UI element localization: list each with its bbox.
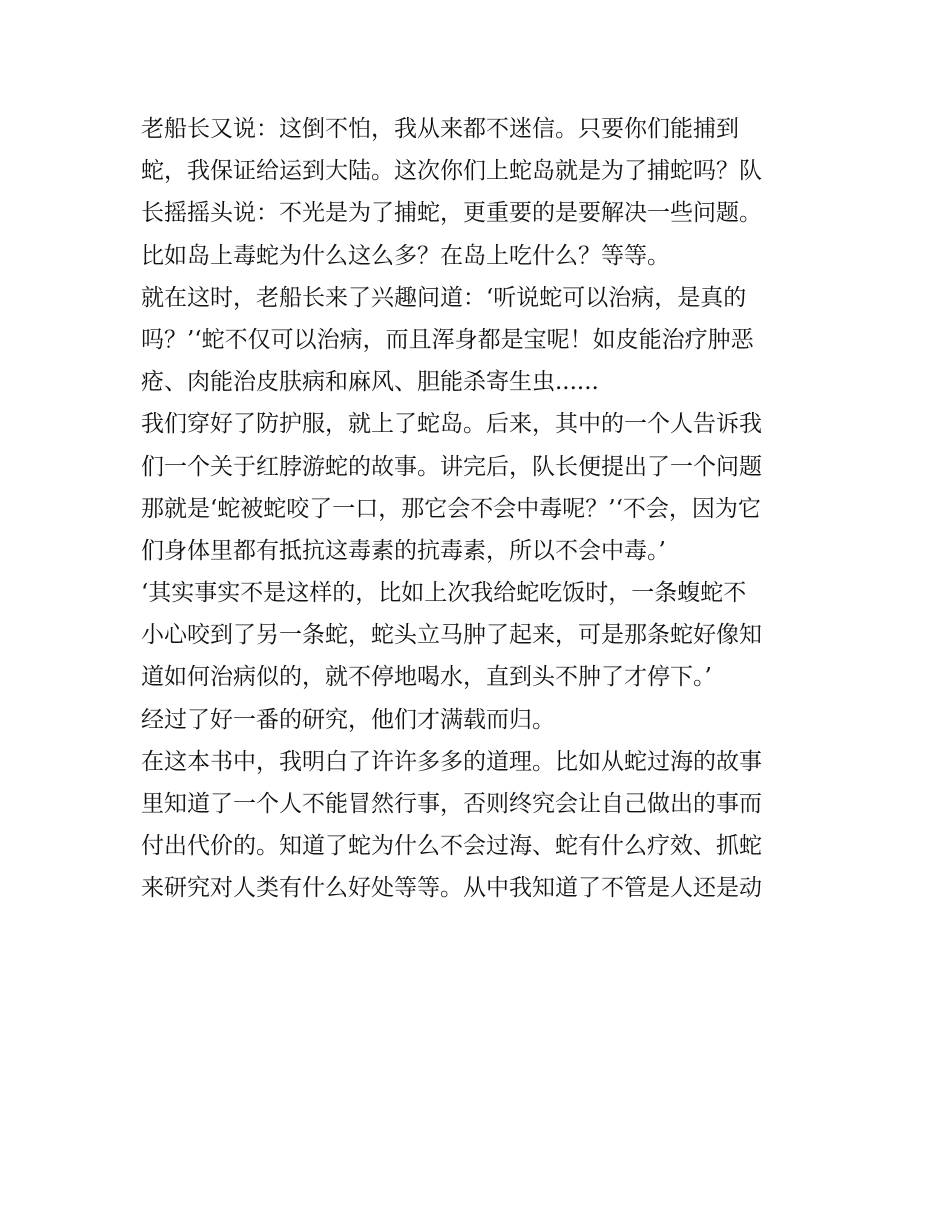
text-line: 长摇摇头说：不光是为了捕蛇，更重要的是要解决一些问题。 (141, 200, 762, 227)
text-line: 们身体里都有抵抗这毒素的抗毒素，所以不会中毒。’ (141, 537, 666, 564)
text-line: 们一个关于红脖游蛇的故事。讲完后，队长便提出了一个问题 (141, 453, 762, 480)
text-line: ‘其实事实不是这样的，比如上次我给蛇吃饭时，一条蝮蛇不 (141, 580, 747, 607)
text-line: 蛇，我保证给运到大陆。这次你们上蛇岛就是为了捕蛇吗？队 (141, 158, 762, 185)
text-line: 比如岛上毒蛇为什么这么多？在岛上吃什么？等等。 (141, 242, 670, 269)
text-line: 经过了好一番的研究，他们才满载而归。 (141, 706, 555, 733)
body-text (141, 108, 821, 910)
text-line: 来研究对人类有什么好处等等。从中我知道了不管是人还是动 (141, 875, 762, 902)
text-line: 里知道了一个人不能冒然行事，否则终究会让自己做出的事而 (141, 791, 762, 817)
text-line: 老船长又说：这倒不怕，我从来都不迷信。只要你们能捕到 (141, 116, 739, 142)
text-line: 我们穿好了防护服，就上了蛇岛。后来，其中的一个人告诉我 (141, 411, 762, 438)
text-line: 在这本书中，我明白了许许多多的道理。比如从蛇过海的故事 (141, 748, 762, 775)
text-line: 付出代价的。知道了蛇为什么不会过海、蛇有什么疗效、抓蛇 (141, 833, 762, 860)
text-line: 小心咬到了另一条蛇，蛇头立马肿了起来，可是那条蛇好像知 (141, 622, 762, 649)
text-line: 吗？’‘蛇不仅可以治病，而且浑身都是宝呢！如皮能治疗肿恶 (141, 326, 754, 353)
text-line: 道如何治病似的，就不停地喝水，直到头不肿了才停下。’ (141, 664, 712, 691)
text-line: 就在这时，老船长来了兴趣问道：‘听说蛇可以治病，是真的 (141, 284, 747, 311)
text-line: 那就是‘蛇被蛇咬了一口，那它会不会中毒呢？’‘不会，因为它 (141, 495, 761, 522)
text-line: 疮、肉能治皮肤病和麻风、胆能杀寄生虫...... (141, 369, 599, 396)
